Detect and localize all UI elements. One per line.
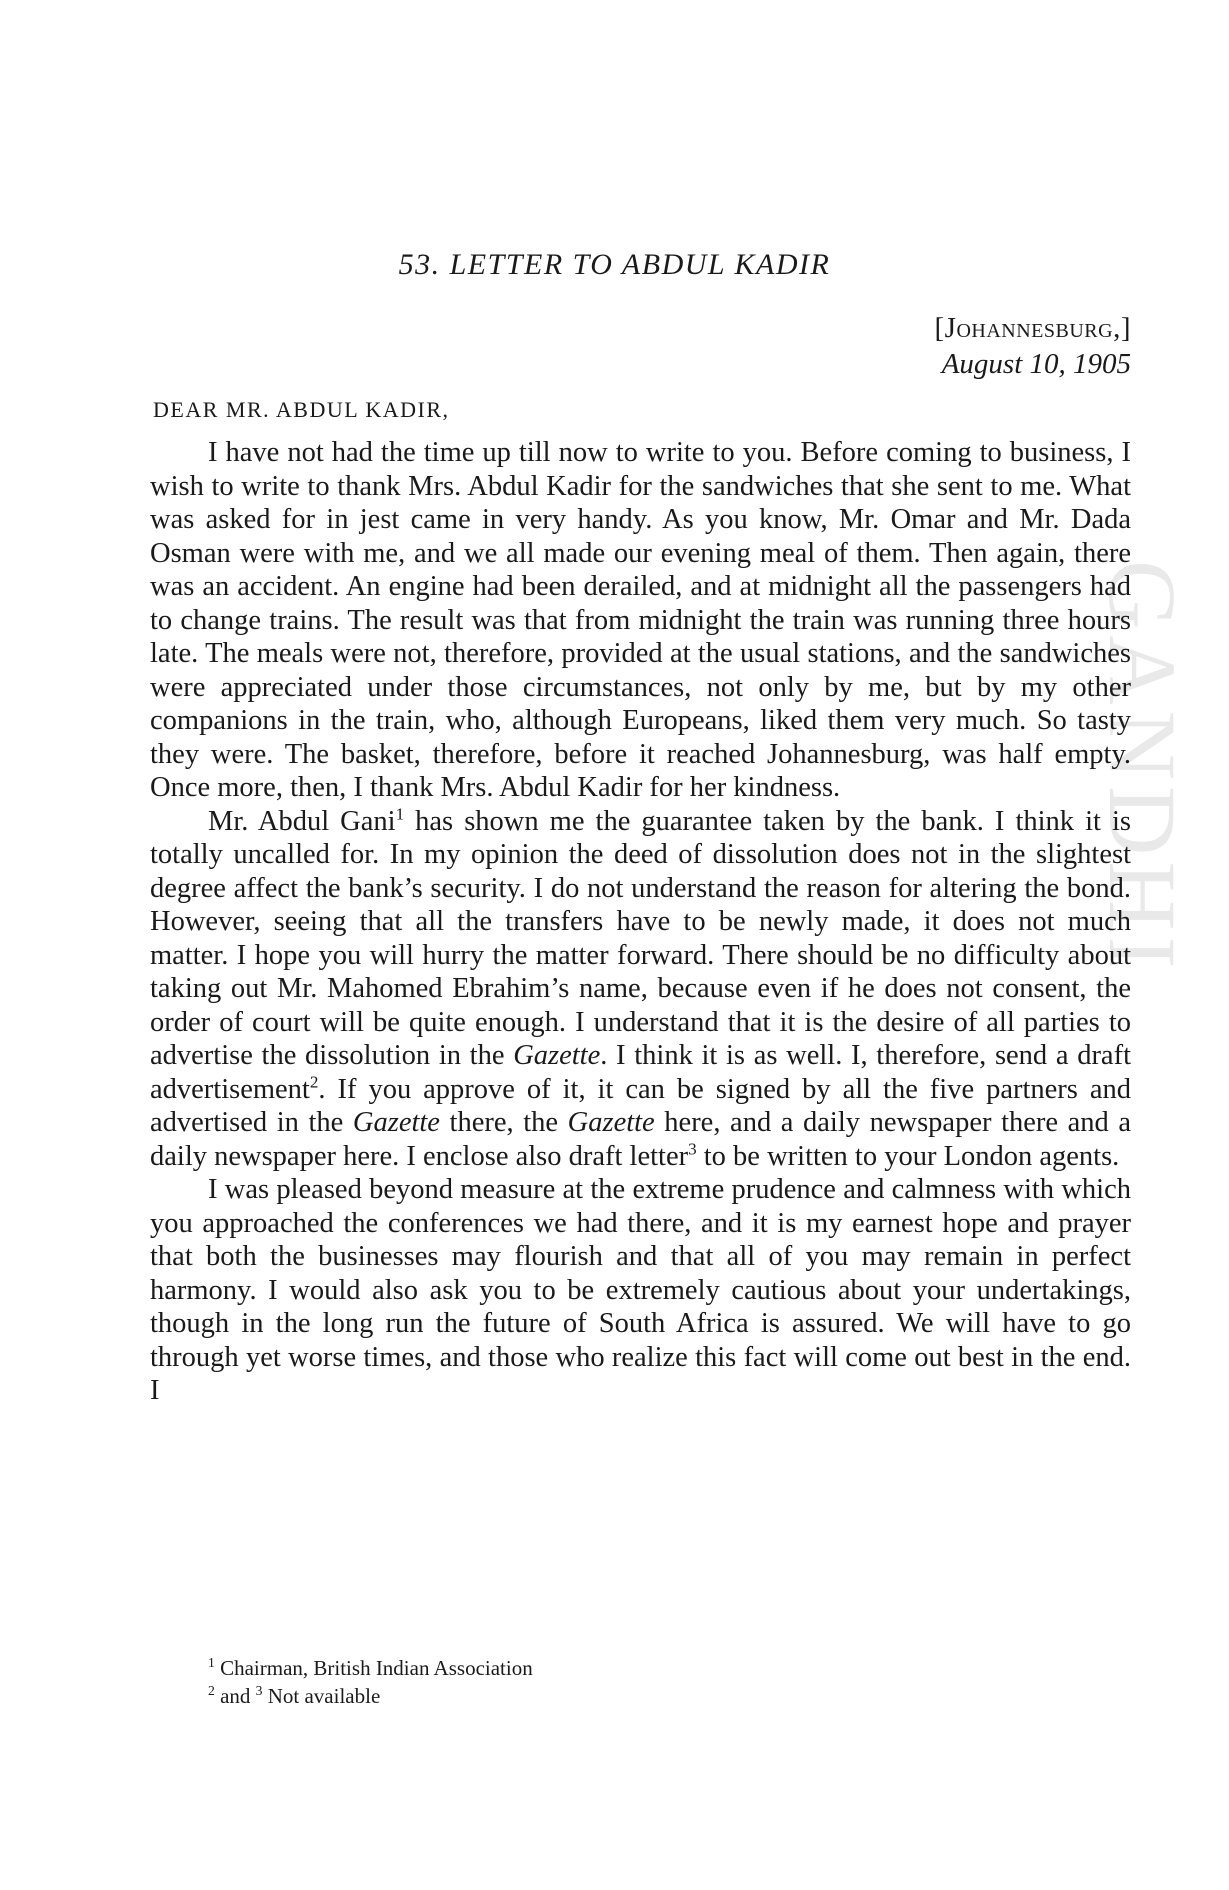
footnote-mark: 2 bbox=[208, 1683, 215, 1698]
italic-text: Gazette bbox=[352, 1107, 440, 1138]
footnote-text: Chairman, British Indian Association bbox=[214, 1656, 533, 1680]
dateline-date: August 10, 1905 bbox=[941, 348, 1131, 380]
letter-body bbox=[150, 436, 1131, 1408]
text-run: . I think it is as well. I, therefore, send a draft advertisement bbox=[150, 1040, 1131, 1105]
footnote-ref: 1 bbox=[395, 804, 405, 823]
footnote-text: Not available bbox=[262, 1684, 381, 1708]
italic-text: Gazette bbox=[513, 1040, 601, 1071]
paragraph bbox=[150, 805, 1131, 1174]
text-run: I was pleased beyond measure at the extreme prudence and calmness with which you approached the conferences we had there, and it is my earnest hope and prayer that both the businesses may flourish and that all of you may remain in perfect harmony. I would also ask you to be extremely cautious about your undertakings, though in the long run the future of South Africa is assured. We will have to go through yet worse times, and those who realize this fact will come out best in the end. I bbox=[150, 1174, 1131, 1406]
footnote-2 bbox=[208, 1682, 533, 1710]
footnote-mark: 1 bbox=[208, 1655, 215, 1670]
footnote-mark: 3 bbox=[255, 1683, 263, 1698]
paragraph bbox=[150, 436, 1131, 805]
footnote-1 bbox=[208, 1654, 533, 1682]
paragraph bbox=[150, 1173, 1131, 1408]
footnote-text: and bbox=[214, 1684, 256, 1708]
text-run: there, the bbox=[439, 1107, 568, 1138]
salutation: DEAR MR. ABDUL KADIR, bbox=[153, 397, 450, 422]
text-run: . If you approve of it, it can be signed by all the five partners and advertised in the bbox=[150, 1073, 1131, 1138]
watermark bbox=[1089, 560, 1208, 1320]
letter-title: 53. LETTER TO ABDUL KADIR bbox=[398, 248, 831, 281]
text-run: Mr. Abdul Gani bbox=[208, 805, 396, 837]
italic-text: Gazette bbox=[567, 1107, 655, 1138]
text-run: to be written to your London agents. bbox=[696, 1140, 1120, 1172]
dateline bbox=[935, 310, 1131, 382]
footnote-ref: 2 bbox=[309, 1072, 319, 1091]
watermark-text: GANDHI bbox=[1089, 560, 1196, 975]
text-run: here, and a daily newspaper there and a daily newspaper here. I enclose also draft letter bbox=[150, 1107, 1132, 1172]
footnote-ref: 3 bbox=[688, 1139, 697, 1158]
text-run: I have not had the time up till now to write to you. Before coming to business, I wish to write to thank Mrs. Abdul Kadir for the sandwiches that she sent to me. What was asked for in jest came in very handy. As you know, Mr. Omar and Mr. Dada Osman were with me, and we all made our evening meal of them. Then again, there was an accident. An engine had been derailed, and at midnight all the passengers had to change trains. The result was that from midnight the train was running three hours late. The meals were not, therefore, provided at the usual stations, and the sandwiches were appreciated under those circumstances, not only by me, but by my other companions in the train, who, although Europeans, liked them very much. So tasty they were. The basket, therefore, before it reached Johannesburg, was half empty. Once more, then, I thank Mrs. Abdul Kadir for her kindness. bbox=[150, 437, 1131, 803]
footnotes bbox=[208, 1654, 533, 1710]
dateline-place: [Johannesburg,] bbox=[934, 312, 1131, 344]
text-run: has shown me the guarantee taken by the bank. I think it is totally uncalled for. In my opinion the deed of dissolution does not in the slightest degree affect the bank’s security. I do not understand the reason for altering the bond. However, seeing that all the transfers have to be newly made, it does not much matter. I hope you will hurry the matter forward. There should be no difficulty about taking out Mr. Mahomed Ebrahim’s name, because even if he does not consent, the order of court will be quite enough. I understand that it is the desire of all parties to advertise the dissolution in the bbox=[150, 805, 1131, 1071]
